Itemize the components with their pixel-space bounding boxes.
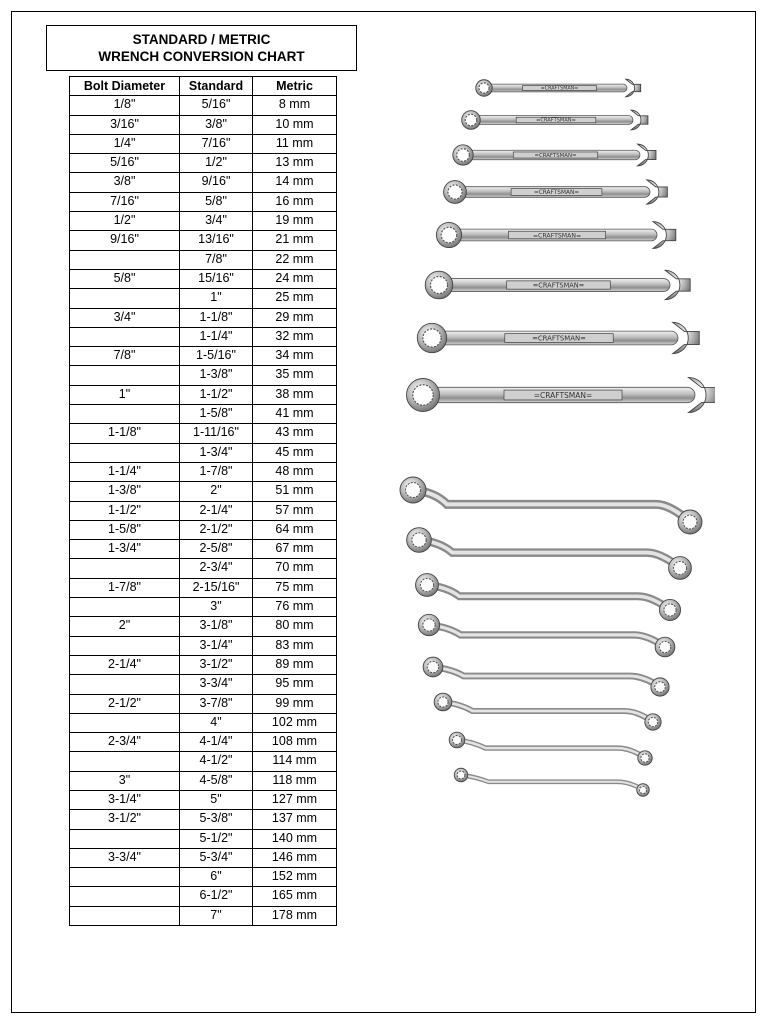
table-row [70,617,337,636]
combination-wrench [436,222,675,249]
brand-stamp: =CRAFTSMAN= [532,334,586,343]
brand-stamp: =CRAFTSMAN= [536,117,576,124]
cell-standard: 3/8" [180,115,253,134]
cell-metric: 16 mm [253,192,337,211]
cell-bolt-diameter [70,868,180,887]
cell-standard: 2-1/2" [180,520,253,539]
table-row [70,424,337,443]
cell-bolt-diameter: 1" [70,385,180,404]
cell-bolt-diameter: 3/16" [70,115,180,134]
table-row [70,250,337,269]
conversion-table [69,76,337,926]
cell-standard: 3-1/2" [180,655,253,674]
table-row [70,578,337,597]
header-metric: Metric [253,77,337,96]
cell-metric: 11 mm [253,134,337,153]
table-row [70,212,337,231]
cell-metric: 51 mm [253,482,337,501]
cell-bolt-diameter: 1/8" [70,96,180,115]
title-line-1: STANDARD / METRIC [132,32,271,47]
header-standard: Standard [180,77,253,96]
table-row [70,96,337,115]
cell-standard: 7/8" [180,250,253,269]
cell-metric: 35 mm [253,366,337,385]
table-row [70,906,337,925]
cell-metric: 57 mm [253,501,337,520]
combination-wrench [476,79,641,97]
table-row [70,598,337,617]
box-end-wrench [400,477,702,534]
combination-wrench [417,322,699,353]
table-header-row [70,77,337,96]
cell-standard: 5/16" [180,96,253,115]
table-row [70,192,337,211]
table-row [70,443,337,462]
table-row [70,636,337,655]
box-end-wrench [449,732,652,765]
cell-standard: 2-5/8" [180,540,253,559]
brand-stamp: =CRAFTSMAN= [534,152,577,159]
cell-bolt-diameter [70,752,180,771]
cell-metric: 8 mm [253,96,337,115]
cell-metric: 140 mm [253,829,337,848]
box-wrench-group [400,477,702,796]
cell-metric: 102 mm [253,713,337,732]
table-row [70,520,337,539]
combination-wrench [407,377,716,412]
box-end-wrench [418,614,674,657]
cell-standard: 13/16" [180,231,253,250]
cell-metric: 21 mm [253,231,337,250]
cell-bolt-diameter: 2-1/4" [70,655,180,674]
cell-bolt-diameter: 2-1/2" [70,694,180,713]
cell-bolt-diameter: 7/16" [70,192,180,211]
cell-metric: 10 mm [253,115,337,134]
cell-standard: 7/16" [180,134,253,153]
table-row [70,154,337,173]
table-row [70,733,337,752]
cell-bolt-diameter: 1-7/8" [70,578,180,597]
cell-metric: 152 mm [253,868,337,887]
combination-wrench [462,110,648,130]
cell-bolt-diameter: 2-3/4" [70,733,180,752]
table-row [70,752,337,771]
cell-bolt-diameter [70,675,180,694]
cell-metric: 76 mm [253,598,337,617]
cell-bolt-diameter [70,887,180,906]
chart-title [46,25,357,71]
box-end-wrench [407,528,692,580]
cell-bolt-diameter: 1-1/2" [70,501,180,520]
cell-metric: 32 mm [253,327,337,346]
cell-standard: 9/16" [180,173,253,192]
cell-metric: 99 mm [253,694,337,713]
cell-standard: 4-5/8" [180,771,253,790]
header-bolt-diameter: Bolt Diameter [70,77,180,96]
cell-bolt-diameter: 9/16" [70,231,180,250]
cell-standard: 7" [180,906,253,925]
cell-metric: 29 mm [253,308,337,327]
cell-metric: 75 mm [253,578,337,597]
cell-metric: 178 mm [253,906,337,925]
table-body [70,96,337,926]
cell-metric: 38 mm [253,385,337,404]
brand-stamp: =CRAFTSMAN= [532,232,582,240]
cell-standard: 3" [180,598,253,617]
cell-standard: 4-1/2" [180,752,253,771]
cell-metric: 89 mm [253,655,337,674]
table-row [70,482,337,501]
cell-standard: 1" [180,289,253,308]
cell-standard: 3-3/4" [180,675,253,694]
table-row [70,115,337,134]
table-row [70,675,337,694]
cell-metric: 19 mm [253,212,337,231]
table-row [70,366,337,385]
title-line-2: WRENCH CONVERSION CHART [98,49,305,64]
combination-wrench [444,180,668,204]
cell-standard: 1-3/4" [180,443,253,462]
combination-wrench-set-photo [395,70,715,435]
brand-stamp: =CRAFTSMAN= [533,190,580,197]
cell-standard: 4" [180,713,253,732]
cell-standard: 1-3/8" [180,366,253,385]
cell-bolt-diameter: 3/8" [70,173,180,192]
cell-bolt-diameter [70,598,180,617]
table-row [70,559,337,578]
cell-standard: 1-1/4" [180,327,253,346]
cell-metric: 64 mm [253,520,337,539]
cell-standard: 1-1/2" [180,385,253,404]
cell-standard: 5-1/2" [180,829,253,848]
cell-metric: 137 mm [253,810,337,829]
cell-metric: 24 mm [253,269,337,288]
cell-metric: 48 mm [253,462,337,481]
cell-metric: 118 mm [253,771,337,790]
cell-metric: 80 mm [253,617,337,636]
cell-metric: 34 mm [253,347,337,366]
table-row [70,810,337,829]
cell-bolt-diameter [70,250,180,269]
table-row [70,829,337,848]
combination-wrench-group [407,79,716,412]
cell-bolt-diameter: 1-5/8" [70,520,180,539]
table-row [70,173,337,192]
cell-bolt-diameter [70,443,180,462]
cell-bolt-diameter: 3" [70,771,180,790]
combination-wrench [453,144,656,166]
cell-standard: 1-7/8" [180,462,253,481]
table-row [70,501,337,520]
cell-bolt-diameter: 1-3/4" [70,540,180,559]
cell-standard: 1-1/8" [180,308,253,327]
cell-standard: 5/8" [180,192,253,211]
cell-standard: 1/2" [180,154,253,173]
table-row [70,347,337,366]
table-row [70,405,337,424]
cell-metric: 146 mm [253,848,337,867]
cell-standard: 1-5/16" [180,347,253,366]
table-row [70,134,337,153]
cell-bolt-diameter: 5/8" [70,269,180,288]
cell-metric: 14 mm [253,173,337,192]
table-row [70,848,337,867]
cell-metric: 22 mm [253,250,337,269]
table-row [70,655,337,674]
table-row [70,771,337,790]
cell-bolt-diameter: 1/4" [70,134,180,153]
cell-bolt-diameter [70,906,180,925]
cell-bolt-diameter: 2" [70,617,180,636]
cell-metric: 45 mm [253,443,337,462]
cell-metric: 127 mm [253,790,337,809]
cell-bolt-diameter: 3/4" [70,308,180,327]
cell-standard: 5" [180,790,253,809]
table-row [70,887,337,906]
cell-bolt-diameter: 3-3/4" [70,848,180,867]
cell-metric: 13 mm [253,154,337,173]
table-row [70,308,337,327]
table-row [70,868,337,887]
cell-standard: 3-7/8" [180,694,253,713]
cell-metric: 41 mm [253,405,337,424]
table-row [70,540,337,559]
cell-bolt-diameter: 1-3/8" [70,482,180,501]
box-end-wrench [454,768,649,796]
cell-standard: 2-15/16" [180,578,253,597]
cell-metric: 108 mm [253,733,337,752]
cell-bolt-diameter [70,405,180,424]
table-row [70,269,337,288]
table-row [70,462,337,481]
cell-metric: 95 mm [253,675,337,694]
cell-bolt-diameter [70,327,180,346]
table-row [70,713,337,732]
cell-bolt-diameter [70,366,180,385]
table-row [70,790,337,809]
box-end-wrench [434,693,661,730]
brand-stamp: =CRAFTSMAN= [532,281,585,290]
cell-bolt-diameter [70,829,180,848]
offset-box-end-wrench-set-photo [395,470,715,820]
cell-bolt-diameter: 5/16" [70,154,180,173]
cell-metric: 43 mm [253,424,337,443]
box-end-wrench [423,657,669,696]
cell-bolt-diameter: 1-1/8" [70,424,180,443]
cell-standard: 3-1/4" [180,636,253,655]
cell-standard: 5-3/8" [180,810,253,829]
cell-standard: 4-1/4" [180,733,253,752]
cell-standard: 6" [180,868,253,887]
cell-standard: 15/16" [180,269,253,288]
cell-bolt-diameter: 1/2" [70,212,180,231]
cell-standard: 2-1/4" [180,501,253,520]
cell-bolt-diameter [70,636,180,655]
table-row [70,694,337,713]
cell-bolt-diameter: 3-1/4" [70,790,180,809]
table-row [70,327,337,346]
cell-standard: 1-11/16" [180,424,253,443]
box-end-wrench [416,574,681,621]
combination-wrench [425,270,690,299]
cell-standard: 1-5/8" [180,405,253,424]
table-row [70,385,337,404]
brand-stamp: =CRAFTSMAN= [540,86,579,92]
cell-bolt-diameter [70,713,180,732]
cell-standard: 2-3/4" [180,559,253,578]
cell-standard: 6-1/2" [180,887,253,906]
cell-standard: 3/4" [180,212,253,231]
cell-metric: 67 mm [253,540,337,559]
cell-standard: 2" [180,482,253,501]
table-row [70,289,337,308]
cell-bolt-diameter: 1-1/4" [70,462,180,481]
brand-stamp: =CRAFTSMAN= [533,391,593,401]
cell-bolt-diameter [70,289,180,308]
cell-metric: 70 mm [253,559,337,578]
cell-bolt-diameter: 3-1/2" [70,810,180,829]
cell-metric: 83 mm [253,636,337,655]
cell-metric: 165 mm [253,887,337,906]
cell-metric: 114 mm [253,752,337,771]
cell-standard: 3-1/8" [180,617,253,636]
table-row [70,231,337,250]
cell-bolt-diameter [70,559,180,578]
cell-metric: 25 mm [253,289,337,308]
cell-standard: 5-3/4" [180,848,253,867]
cell-bolt-diameter: 7/8" [70,347,180,366]
